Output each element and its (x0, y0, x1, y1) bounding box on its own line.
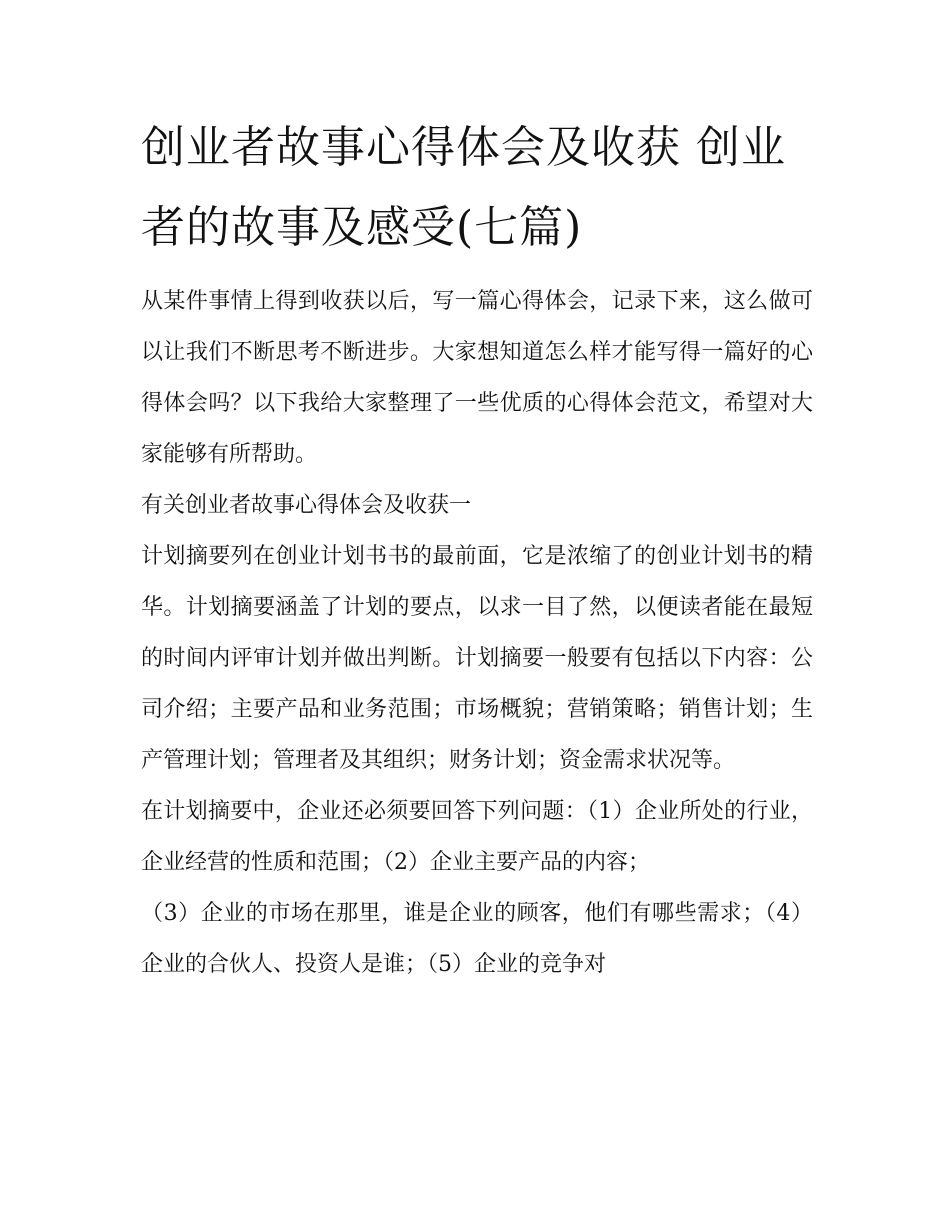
body-paragraph: 在计划摘要中，企业还必须要回答下列问题：（1）企业所处的行业，企业经营的性质和范围；（2）企业主要产品的内容； (141, 799, 813, 875)
intro-paragraph: 从某件事情上得到收获以后，写一篇心得体会，记录下来，这么做可以让我们不断思考不断进步。大家想知道怎么样才能写得一篇好的心得体会吗？以下我给大家整理了一些优质的心得体会范文，希望对大家能够有所帮助。 (141, 289, 813, 467)
section-heading: 有关创业者故事心得体会及收获一 (141, 493, 472, 518)
body-paragraph: 计划摘要列在创业计划书书的最前面，它是浓缩了的创业计划书的精华。计划摘要涵盖了计划的要点，以求一目了然，以便读者能在最短的时间内评审计划并做出判断。计划摘要一般要有包括以下内容：公司介绍；主要产品和业务范围；市场概貌；营销策略；销售计划；生产管理计划；管理者及其组织；财务计划；资金需求状况等。 (141, 544, 813, 773)
document-title: 创业者故事心得体会及收获 创业者的故事及感受(七篇) (141, 122, 786, 253)
document-page (141, 108, 813, 990)
body-paragraph: （3）企业的市场在那里，谁是企业的顾客，他们有哪些需求；（4）企业的合伙人、投资人是谁；（5）企业的竞争对 (141, 901, 813, 977)
